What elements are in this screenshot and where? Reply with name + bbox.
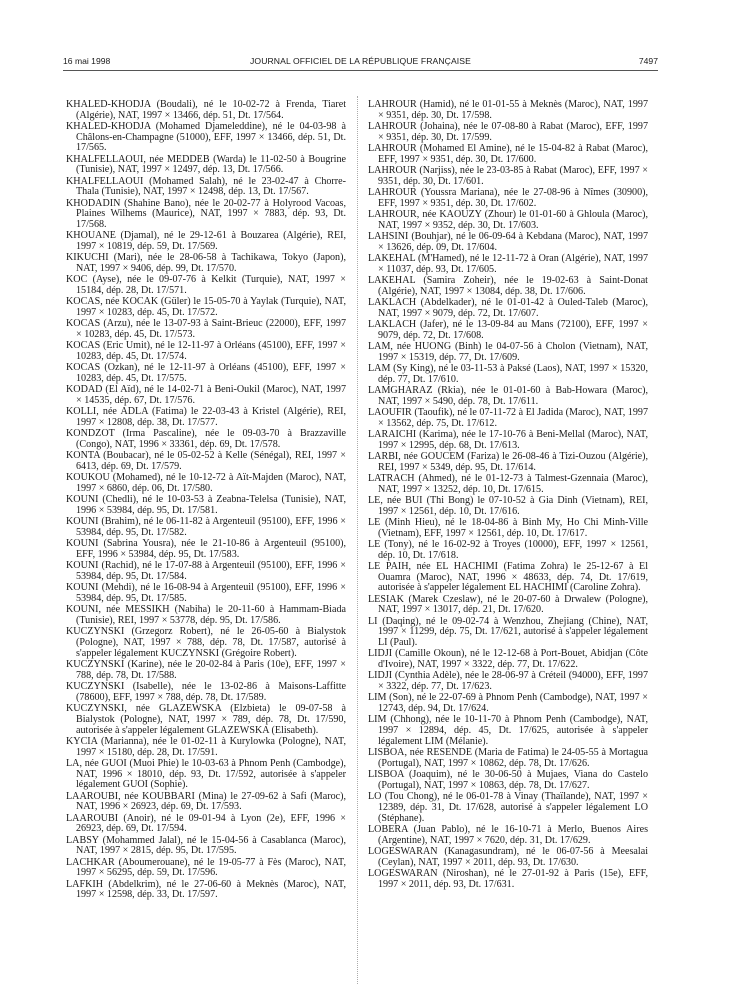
decree-entry: LAHROUR (Youssra Mariana), née le 27-08-96 à Nîmes (30900), EFF, 1997 × 9351, dép. 30, Dt. 17/602. (368, 187, 648, 209)
decree-entry: LAM, née HUONG (Binh) le 04-07-56 à Cholon (Vietnam), NAT, 1997 × 15319, dép. 77, Dt. 17/609. (368, 341, 648, 363)
decree-entry: LE, née BUI (Thi Bong) le 07-10-52 à Gia Dinh (Vietnam), REI, 1997 × 12561, dép. 10, Dt. 17/616. (368, 495, 648, 517)
decree-entry: LAM (Sy King), né le 03-11-53 à Paksé (Laos), NAT, 1997 × 15320, dép. 77, Dt. 17/610. (368, 363, 648, 385)
decree-entry: LAAROUBI (Anoir), né le 09-01-94 à Lyon (2e), EFF, 1996 × 26923, dép. 69, Dt. 17/594. (66, 812, 346, 835)
decree-entry: LAOUFIR (Taoufik), né le 07-11-72 à El Jadida (Maroc), NAT, 1997 × 13562, dép. 75, Dt. 17/612. (368, 407, 648, 429)
decree-entry: LA, née GUOI (Muoi Phie) le 10-03-63 à Phnom Penh (Cambodge), NAT, 1996 × 18010, dép. 93, Dt. 17/592, autorisée à s'appeler légalement GUOI (Sophie). (66, 757, 346, 791)
decree-entry: KOCAS (Arzu), née le 13-07-93 à Saint-Brieuc (22000), EFF, 1997 × 10283, dép. 45, Dt. 17/573. (66, 318, 346, 341)
decree-entry: LISBOA (Joaquim), né le 30-06-50 à Mujaes, Viana do Castelo (Portugal), NAT, 1997 × 10863, dép. 78, Dt. 17/627. (368, 769, 648, 791)
decree-entry: KUCZYNSKI, née GLAZEWSKA (Elzbieta) le 09-07-58 à Bialystok (Pologne), NAT, 1997 × 789, dép. 78, Dt. 17/590, autorisée à s'appeler légalement GLAZEWSKA (Elisabeth). (66, 703, 346, 736)
decree-entry: KOUNI (Brahim), né le 06-11-82 à Argenteuil (95100), EFF, 1996 × 53984, dép. 95, Dt. 17/582. (66, 516, 346, 539)
decree-entry: KHALED-KHODJA (Mohamed Djameleddine), né le 04-03-98 à Châlons-en-Champagne (51000), EFF, 1997 × 13466, dép. 51, Dt. 17/565. (66, 121, 346, 154)
journal-title: JOURNAL OFFICIEL DE LA RÉPUBLIQUE FRANÇAISE (250, 56, 471, 66)
decree-entry: LAHROUR (Narjiss), née le 23-03-85 à Rabat (Maroc), EFF, 1997 × 9351, dép. 30, Dt. 17/601. (368, 165, 648, 187)
decree-entry: LAHSINI (Bouhjar), né le 06-09-64 à Kebdana (Maroc), NAT, 1997 × 13626, dép. 09, Dt. 17/604. (368, 231, 648, 253)
decree-entry: KHODADIN (Shahine Bano), née le 20-02-77 à Holyrood Vacoas, Plaines Wilhems (Maurice), NAT, 1997 × 7883, dép. 93, Dt. 17/568. (66, 197, 346, 231)
column-divider (357, 96, 358, 984)
left-column (66, 100, 346, 902)
decree-entry: KOUNI (Rachid), né le 17-07-88 à Argenteuil (95100), EFF, 1996 × 53984, dép. 95, Dt. 17/584. (66, 560, 346, 583)
decree-entry: KOCAS (Ozkan), né le 12-11-97 à Orléans (45100), EFF, 1997 × 10283, dép. 45, Dt. 17/575. (66, 362, 346, 385)
right-column (368, 100, 648, 891)
decree-entry: KHOUANE (Djamal), né le 29-12-61 à Bouzarea (Algérie), REI, 1997 × 10819, dép. 59, Dt. 17/569. (66, 230, 346, 253)
decree-entry: LARBI, née GOUCEM (Fariza) le 26-08-46 à Tizi-Ouzou (Algérie), REI, 1997 × 5349, dép. 95, Dt. 17/614. (368, 451, 648, 473)
decree-entry: LOGESWARAN (Kanagasundram), né le 06-07-56 à Meesalai (Ceylan), NAT, 1997 × 2011, dép. 93, Dt. 17/630. (368, 845, 648, 868)
decree-entry: LISBOA, née RESENDE (Maria de Fatima) le 24-05-55 à Mortagua (Portugal), NAT, 1997 × 10862, dép. 78, Dt. 17/626. (368, 747, 648, 769)
decree-entry: LIM (Son), né le 22-07-69 à Phnom Penh (Cambodge), NAT, 1997 × 12743, dép. 94, Dt. 17/624. (368, 692, 648, 715)
decree-entry: LARAICHI (Karima), née le 17-10-76 à Beni-Mellal (Maroc), NAT, 1997 × 12995, dép. 68, Dt. 17/613. (368, 429, 648, 451)
decree-entry: KOCAS (Eric Umit), né le 12-11-97 à Orléans (45100), EFF, 1997 × 10283, dép. 45, Dt. 17/574. (66, 340, 346, 363)
decree-entry: LACHKAR (Aboumerouane), né le 19-05-77 à Fès (Maroc), NAT, 1997 × 56295, dép. 59, Dt. 17/596. (66, 856, 346, 879)
header-rule (63, 70, 658, 71)
decree-entry: LIDJI (Cynthia Adèle), née le 28-06-97 à Créteil (94000), EFF, 1997 × 3322, dép. 77, Dt. 17/623. (368, 670, 648, 693)
decree-entry: KYCIA (Marianna), née le 01-02-11 à Kurylowka (Pologne), NAT, 1997 × 15180, dép. 28, Dt. 17/591. (66, 735, 346, 758)
header-date: 16 mai 1998 (63, 56, 111, 66)
decree-entry: LIM (Chhong), née le 10-11-70 à Phnom Penh (Cambodge), NAT, 1997 × 12894, dép. 45, Dt. 17/625, autorisée à s'appeler légalement LIM (Mélanie). (368, 714, 648, 747)
decree-entry: LIDJI (Camille Okoun), né le 12-12-68 à Port-Bouet, Abidjan (Côte d'Ivoire), NAT, 1997 × 3322, dép. 77, Dt. 17/622. (368, 648, 648, 671)
decree-entry: LAHROUR (Johaina), née le 07-08-80 à Rabat (Maroc), EFF, 1997 × 9351, dép. 30, Dt. 17/599. (368, 121, 648, 143)
decree-entry: LABSY (Mohammed Jalal), né le 15-04-56 à Casablanca (Maroc), NAT, 1997 × 2815, dép. 95, Dt. 17/595. (66, 834, 346, 857)
decree-entry: LATRACH (Ahmed), né le 01-12-73 à Talmest-Gzennaia (Maroc), NAT, 1997 × 13252, dép. 10, Dt. 17/615. (368, 473, 648, 495)
decree-entry: LO (Tou Chong), né le 06-01-78 à Vinay (Thaïlande), NAT, 1997 × 12389, dép. 31, Dt. 17/628, autorisé à s'appeler légalement LO (Stéphane). (368, 791, 648, 824)
decree-entry: LAKLACH (Jafer), né le 13-09-84 au Mans (72100), EFF, 1997 × 9079, dép. 72, Dt. 17/608. (368, 319, 648, 341)
decree-entry: KHALFELLAOUI (Mohamed Salah), né le 23-02-47 à Chorre-Thala (Tunisie), NAT, 1997 × 12498, dép. 13, Dt. 17/567. (66, 175, 346, 198)
decree-entry: KOUNI, née MESSIKH (Nabiha) le 20-11-60 à Hammam-Biada (Tunisie), REI, 1997 × 53778, dép. 95, Dt. 17/586. (66, 604, 346, 627)
decree-entry: KOUNI (Chedli), né le 10-03-53 à Zeabna-Telelsa (Tunisie), NAT, 1996 × 53984, dép. 95, Dt. 17/581. (66, 494, 346, 517)
decree-entry: LAKLACH (Abdelkader), né le 01-01-42 à Ouled-Taleb (Maroc), NAT, 1997 × 9079, dép. 72, Dt. 17/607. (368, 297, 648, 319)
decree-entry: KOUKOU (Mohamed), né le 10-12-72 à Aït-Majden (Maroc), NAT, 1997 × 6860, dép. 06, Dt. 17/580. (66, 472, 346, 495)
decree-entry: LAHROUR (Mohamed El Amine), né le 15-04-82 à Rabat (Maroc), EFF, 1997 × 9351, dép. 30, Dt. 17/600. (368, 143, 648, 165)
decree-entry: LE (Minh Hieu), né le 18-04-86 à Binh My, Ho Chi Minh-Ville (Vietnam), EFF, 1997 × 12561, dép. 10, Dt. 17/617. (368, 517, 648, 539)
decree-entry: KOCAS, née KOCAK (Güler) le 15-05-70 à Yaylak (Turquie), NAT, 1997 × 10283, dép. 45, Dt. 17/572. (66, 296, 346, 319)
decree-entry: KOC (Ayse), née le 09-07-76 à Kelkit (Turquie), NAT, 1997 × 15184, dép. 28, Dt. 17/571. (66, 274, 346, 297)
decree-entry: KONTA (Boubacar), né le 05-02-52 à Kelle (Sénégal), REI, 1997 × 6413, dép. 69, Dt. 17/579. (66, 450, 346, 473)
decree-entry: KUCZYNSKI (Grzegorz Robert), né le 26-05-60 à Bialystok (Pologne), NAT, 1997 × 788, dép. 78, Dt. 17/587, autorisé à s'appeler légalement KUCZYNSKI (Grégoire Robert). (66, 626, 346, 659)
decree-entry: LAAROUBI, née KOUBBARI (Mina) le 27-09-62 à Safi (Maroc), NAT, 1996 × 26923, dép. 69, Dt. 17/593. (66, 790, 346, 813)
decree-entry: LESIAK (Marek Czeslaw), né le 20-07-60 à Drwalew (Pologne), NAT, 1997 × 13017, dép. 21, Dt. 17/620. (368, 593, 648, 616)
decree-entry: LAHROUR (Hamid), né le 01-01-55 à Meknès (Maroc), NAT, 1997 × 9351, dép. 30, Dt. 17/598. (368, 99, 648, 121)
decree-entry: KUCZYNSKI (Isabelle), née le 13-02-86 à Maisons-Laffitte (78600), EFF, 1997 × 788, dép. 78, Dt. 17/589. (66, 681, 346, 703)
decree-entry: LOBERA (Juan Pablo), né le 16-10-71 à Merlo, Buenos Aires (Argentine), NAT, 1997 × 7620, dép. 31, Dt. 17/629. (368, 823, 648, 846)
decree-entry: LE PAIH, née EL HACHIMI (Fatima Zohra) le 25-12-67 à El Ouamra (Maroc), NAT, 1996 × 48633, dép. 74, Dt. 17/619, autorisée à s'appeler légalement EL HACHIMI (Caroline Zohra). (368, 561, 648, 594)
decree-entry: LAKEHAL (Samira Zoheir), née le 19-02-63 à Saint-Donat (Algérie), NAT, 1997 × 13084, dép. 38, Dt. 17/606. (368, 275, 648, 297)
decree-entry: KIKUCHI (Mari), née le 28-06-58 à Tachikawa, Tokyo (Japon), NAT, 1997 × 9406, dép. 99, Dt. 17/570. (66, 252, 346, 275)
decree-entry: LE (Tony), né le 16-02-92 à Troyes (10000), EFF, 1997 × 12561, dép. 10, Dt. 17/618. (368, 539, 648, 561)
decree-entry: LAKEHAL (M'Hamed), né le 12-11-72 à Oran (Algérie), NAT, 1997 × 11037, dép. 93, Dt. 17/605. (368, 253, 648, 275)
decree-entry: KONDZOT (Irma Pascaline), née le 09-03-70 à Brazzaville (Congo), NAT, 1996 × 33361, dép. 69, Dt. 17/578. (66, 428, 346, 451)
decree-entry: LAFKIH (Abdelkrim), né le 27-06-60 à Meknès (Maroc), NAT, 1997 × 12598, dép. 33, Dt. 17/597. (66, 878, 346, 901)
decree-entry: KHALED-KHODJA (Boudali), né le 10-02-72 à Frenda, Tiaret (Algérie), NAT, 1997 × 13466, dép. 51, Dt. 17/564. (66, 99, 346, 121)
decree-entry: LAMGHARAZ (Rkia), née le 01-01-60 à Bab-Howara (Maroc), NAT, 1997 × 5490, dép. 78, Dt. 17/611. (368, 385, 648, 407)
decree-entry: LOGESWARAN (Niroshan), né le 27-01-92 à Paris (15e), EFF, 1997 × 2011, dép. 93, Dt. 17/631. (368, 867, 648, 890)
decree-entry: KOUNI (Mehdi), né le 16-08-94 à Argenteuil (95100), EFF, 1996 × 53984, dép. 95, Dt. 17/585. (66, 582, 346, 605)
page-number: 7497 (638, 56, 658, 66)
decree-entry: KUCZYNSKI (Karine), née le 20-02-84 à Paris (10e), EFF, 1997 × 788, dép. 78, Dt. 17/588. (66, 659, 346, 681)
decree-entry: LI (Daqing), né le 09-02-74 à Wenzhou, Zhejiang (Chine), NAT, 1997 × 11299, dép. 75, Dt. 17/621, autorisé à s'appeler légalement LI (Paul). (368, 615, 648, 649)
decree-entry: LAHROUR, née KAOUZY (Zhour) le 01-01-60 à Ghloula (Maroc), NAT, 1997 × 9352, dép. 30, Dt. 17/603. (368, 209, 648, 231)
decree-entry: KODAD (El Aïd), né le 14-02-71 à Beni-Oukil (Maroc), NAT, 1997 × 14535, dép. 67, Dt. 17/576. (66, 384, 346, 407)
decree-entry: KOLLI, née ADLA (Fatima) le 22-03-43 à Kristel (Algérie), REI, 1997 × 12808, dép. 38, Dt. 17/577. (66, 406, 346, 429)
decree-entry: KOUNI (Sabrina Yousra), née le 21-10-86 à Argenteuil (95100), EFF, 1996 × 53984, dép. 95, Dt. 17/583. (66, 538, 346, 561)
decree-entry: KHALFELLAOUI, née MEDDEB (Warda) le 11-02-50 à Bougrine (Tunisie), NAT, 1997 × 12497, dép. 13, Dt. 17/566. (66, 153, 346, 176)
